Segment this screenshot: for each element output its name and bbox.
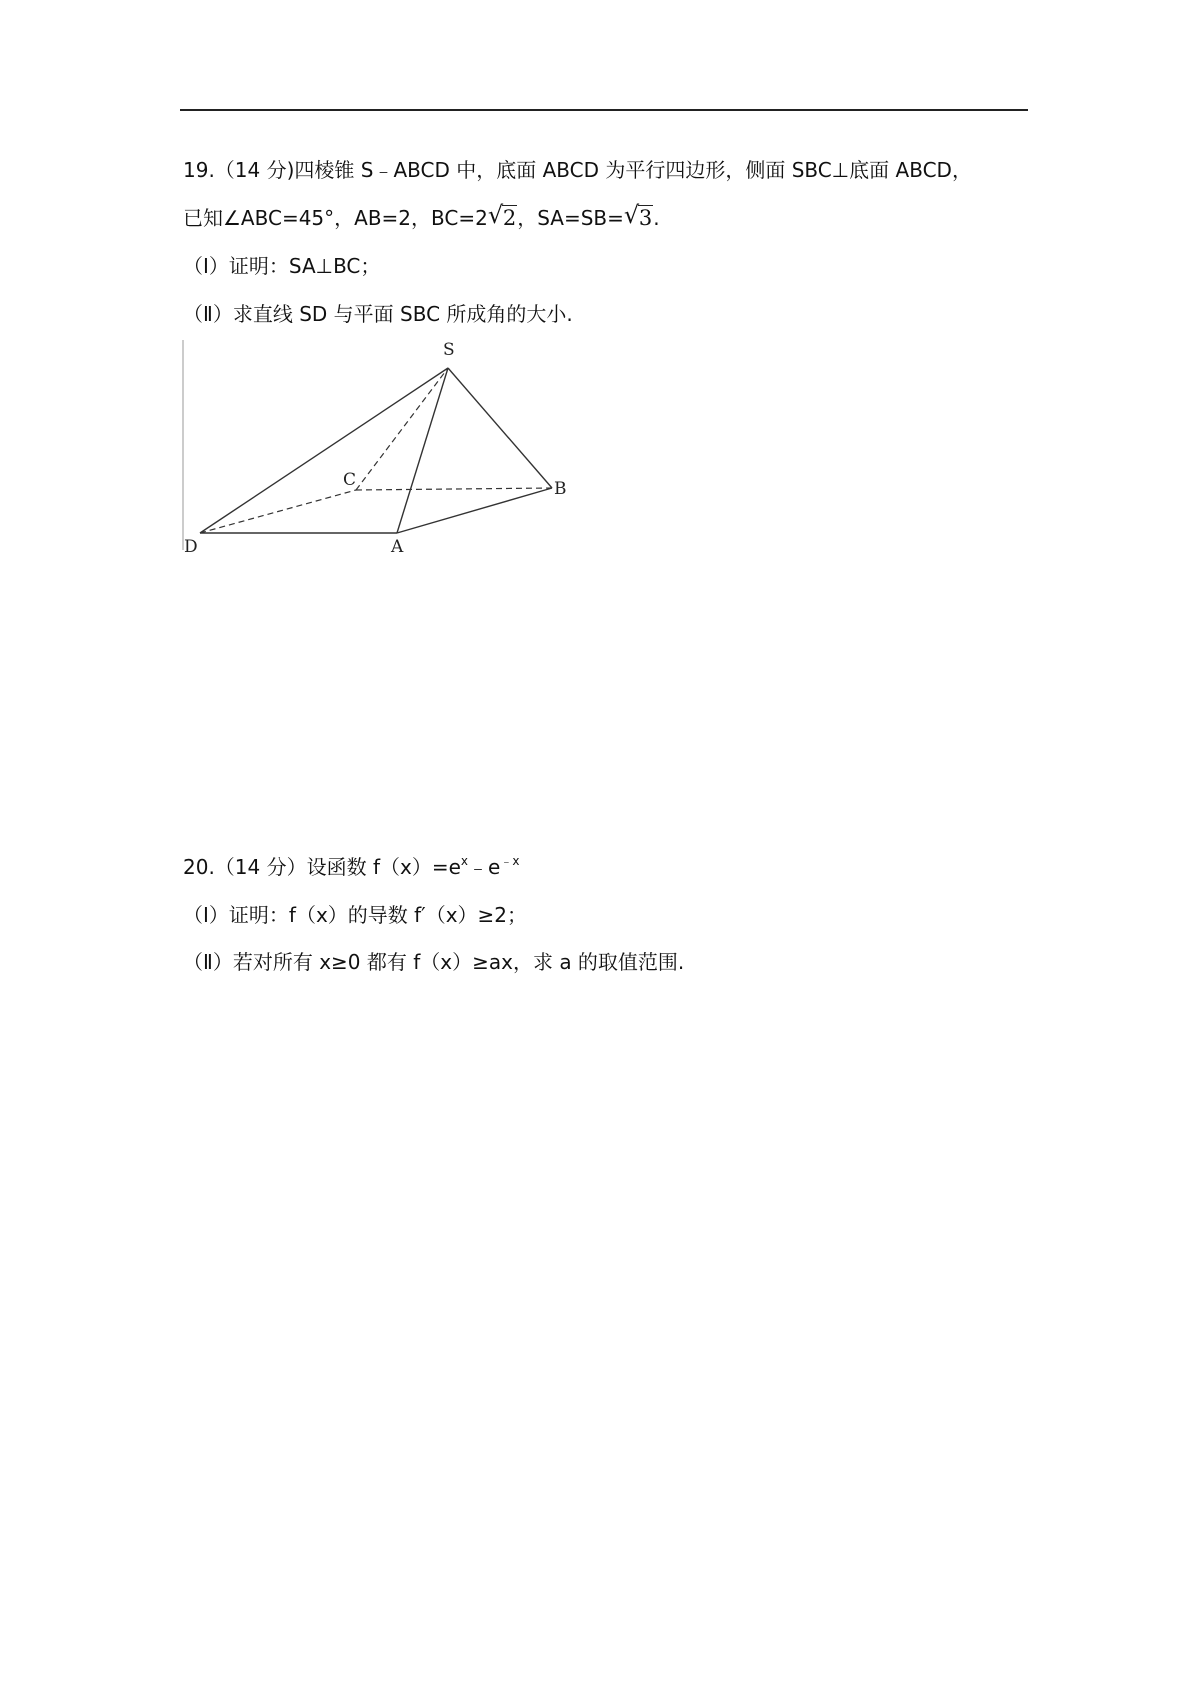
- sqrt-3-radicand: 3: [638, 206, 653, 230]
- label-a: A: [391, 537, 404, 557]
- edge-sc: [356, 368, 448, 490]
- q19-given-a: 已知∠ABC=45°，AB=2，BC=2: [183, 206, 488, 230]
- pyramid-figure: [180, 335, 600, 565]
- q20-header: [183, 853, 519, 881]
- q19-given-b: ，SA=SB=: [517, 206, 624, 230]
- q20-part1: （Ⅰ）证明：f（x）的导数 f′（x）≥2；: [183, 903, 528, 927]
- header-rule: [180, 109, 1028, 111]
- q20-exp1: x: [460, 854, 469, 868]
- label-c: C: [343, 470, 357, 490]
- edge-sb: [448, 368, 552, 488]
- q19-given: [183, 201, 660, 232]
- edge-sa: [397, 368, 448, 533]
- label-d: D: [184, 537, 198, 557]
- q19-header: 19.（14 分)四棱锥 S﹣ABCD 中，底面 ABCD 为平行四边形，侧面 SBC⊥底面 ABCD，: [183, 158, 972, 182]
- edge-cb: [356, 488, 552, 490]
- sqrt-2: √ 2: [487, 201, 517, 230]
- q19-part2: （Ⅱ）求直线 SD 与平面 SBC 所成角的大小.: [183, 302, 573, 326]
- sqrt-2-radicand: 2: [502, 206, 517, 230]
- q19-given-c: .: [653, 206, 660, 230]
- label-s: S: [443, 340, 455, 360]
- label-b: B: [554, 479, 567, 499]
- edge-ab: [397, 488, 552, 533]
- q20-header-b: ﹣e: [468, 855, 501, 879]
- q20-part2: （Ⅱ）若对所有 x≥0 都有 f（x）≥ax，求 a 的取值范围.: [183, 950, 685, 974]
- edge-dc: [200, 490, 356, 533]
- edge-sd: [200, 368, 448, 533]
- sqrt-3: √ 3: [623, 201, 653, 230]
- q19-part1: （Ⅰ）证明：SA⊥BC；: [183, 254, 381, 278]
- q20-exp2: ﹣x: [500, 854, 520, 868]
- q20-header-a: 20.（14 分）设函数 f（x）=e: [183, 855, 461, 879]
